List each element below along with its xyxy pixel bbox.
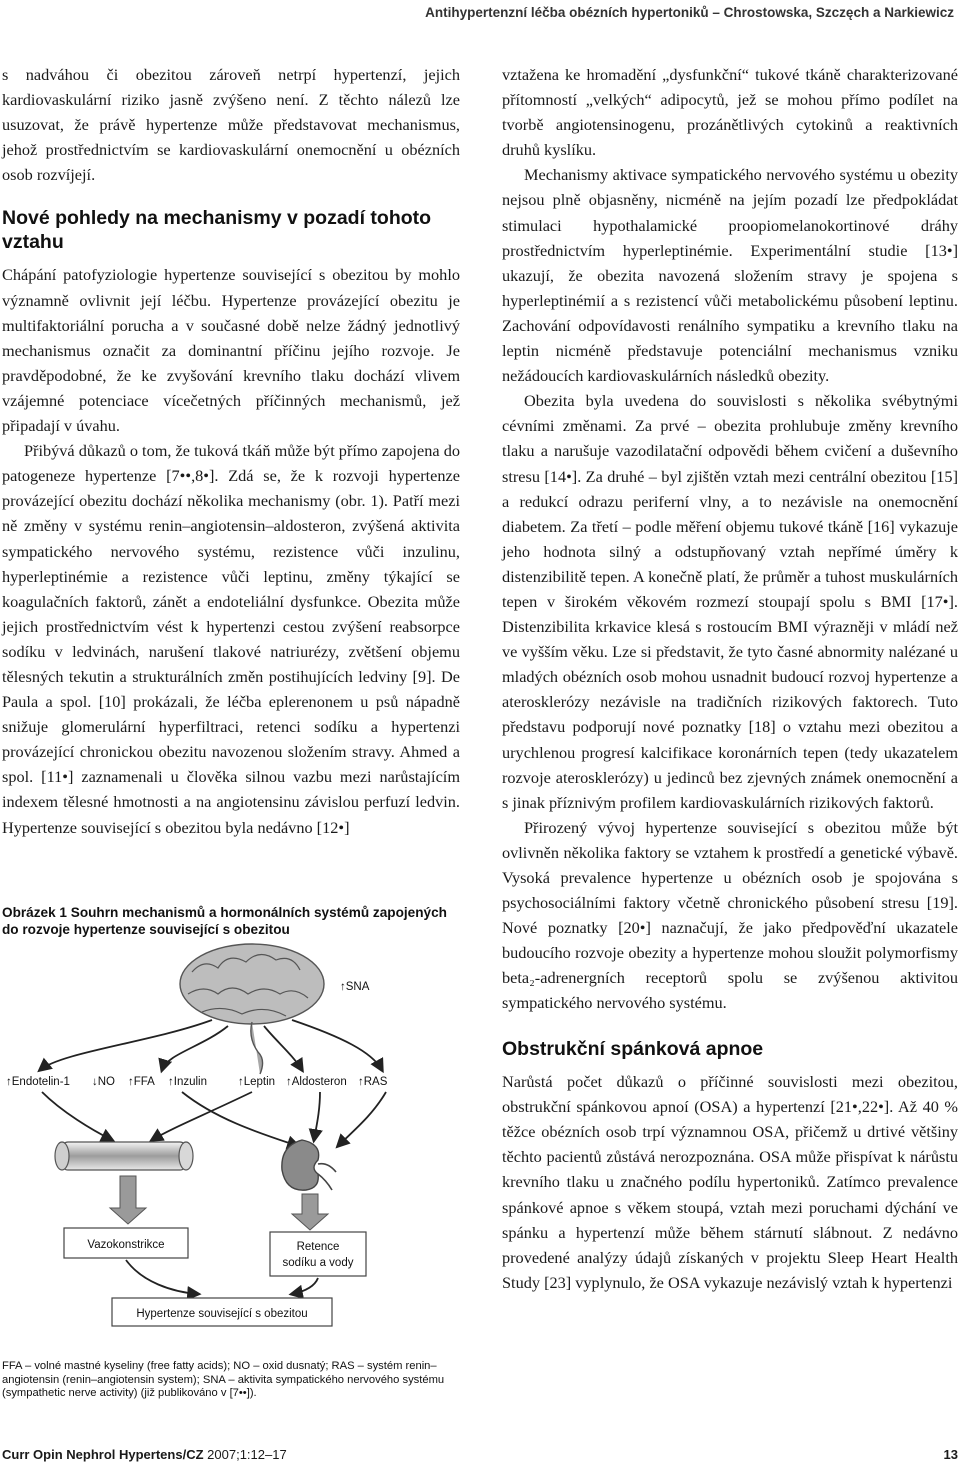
paragraph: Mechanismy aktivace sympatického nervového systému u obezity nejsou plně objasněny, nicméně na jejím pozadí lze předpokládat stimulaci hypothalamické proopiomelanokortinové dráhy prostřednictvím hyperleptinémie. Experimentální studie [13•] ukazují, že obezita navozená složením stravy je spojena s hyperleptinémií a s rezistencí vůči metabolickému působení leptinu. Zachování odpovídavosti renálního sympatiku a krevního tlaku na leptin nicméně představuje potenciální mechanismus vzniku nežádoucích kardiovaskulárních následků obezity. (502, 165, 958, 386)
paragraph: Narůstá počet důkazů o příčinné souvislosti mezi obezitou, obstrukční spánkovou apnoí (OSA) a hypertenzí [21•,22•]. Až 40 % těžce obézních osob trpí významnou OSA, přičemž u drtivé většiny těchto pacientů zůstává nerozpoznána. OSA může přispívat k nárůstu krevního tlaku u značného podílu hypertoniků. Zatímco prevalence spánkové apnoe s věkem stoupá, vztah mezi poruchami dýchání ve spánku a hypertenzí může během stárnutí slábnout. Z nedávno provedené analýzy údajů získaných v projektu Sleep Heart Health Study [23] vyplynulo, že OSA vykazuje nezávislý vztah k hypertenzi (502, 1072, 958, 1292)
label-aldosteron: ↑Aldosteron (286, 1076, 347, 1088)
right-column (502, 62, 958, 1295)
label-inzulin: ↑Inzulin (168, 1076, 207, 1088)
left-column (2, 62, 460, 840)
box-vazokonstrikce: Vazokonstrikce (87, 1239, 165, 1251)
figure-caption: FFA – volné mastné kyseliny (free fatty acids); NO – oxid dusnatý; RAS – systém renin–angiotensin (renin–angiotensin system); SNA – aktivita sympatického nervového systému (sympathetic nerve activity) (již publikováno v [7••]). (2, 1360, 445, 1400)
label-endotelin: ↑Endotelin-1 (6, 1076, 70, 1088)
label-sna: ↑SNA (340, 981, 370, 993)
footer-citation (2, 1447, 287, 1462)
running-title: Antihypertenzní léčba obézních hypertoniků – Chrostowska, Szczęch a Narkiewicz (425, 4, 954, 20)
paragraph: Přibývá důkazů o tom, že tuková tkáň může být přímo zapojena do patogeneze hypertenze [7••,8•]. Zdá se, že k rozvoji hypertenze provázející obezitu dochází několika mechanismy (obr. 1). Patří mezi ně změny v systému renin–angiotensin–aldosteron, zvýšená aktivita sympatického nervového systému, rezistence vůči inzulinu, hyperleptinémie a rezistence vůči leptinu, změny týkající se koagulačních faktorů, zánět a endoteliální dysfunkce. Obezita může jejich prostřednictvím vést k hypertenzi cestou zvýšení reabsorpce sodíku v ledvinách, narušení tlakové natriurézy, zvětšení objemu tělesných tekutin a strukturálních změn postihujících ledviny [9]. De Paula a spol. [10] prokázali, že léčba eplerenonem u psů nápadně snižuje glomerulární hyperfiltraci, retenci sodíku a hypertenzi provázející chronickou obezitu navozenou složením stravy. Ahmed a spol. [11•] zaznamenali u člověka silnou vazbu mezi narůstajícím indexem tělesné hmotnosti a na angiotensinu závislou perfuzí ledvin. Hypertenze související s obezitou byla nedávno [12•] (2, 441, 460, 837)
blood-vessel-icon (55, 1142, 193, 1170)
box-retence-line1: Retence (296, 1241, 340, 1253)
figure-title: Obrázek 1 Souhrn mechanismů a hormonálních systémů zapojených do rozvoje hypertenze související s obezitou (2, 905, 447, 937)
brain-icon (180, 944, 324, 1074)
running-header (0, 0, 960, 24)
box-retence-line2: sodíku a vody (282, 1257, 354, 1269)
intro-paragraph: s nadváhou či obezitou zároveň netrpí hypertenzí, jejich kardiovaskulární riziko jasně zvýšeno není. Z těchto nálezů lze usuzovat, že právě hypertenze může představovat mechanismus, jehož prostřednictvím se kardiovaskulární onemocnění u obézních osob rozvíjejí. (2, 65, 460, 185)
paragraph: Chápání patofyziologie hypertenze související s obezitou by mohlo významně ovlivnit její léčbu. Hypertenze provázející obezitu je multifaktoriální porucha a v současné době nelze žádný jednotlivý mechanismus označit za dominantní příčinu jejího rozvoje. Je pravděpodobné, že ke zvyšování krevního tlaku dochází vlivem vzájemné potenciace vícečetných příčinných mechanismů, jež připadají v úvahu. (2, 265, 460, 436)
kidney-icon (282, 1140, 336, 1190)
label-ffa: ↑FFA (128, 1076, 155, 1088)
journal-name: Curr Opin Nephrol Hypertens/CZ (2, 1447, 204, 1462)
label-leptin: ↑Leptin (238, 1076, 276, 1088)
page-number: 13 (943, 1447, 958, 1462)
mechanism-diagram (2, 942, 460, 1362)
paragraph: vztažena ke hromadění „dysfunkční“ tukové tkáně charakterizované přítomností „velkých“ adipocytů, jež se mohou přímo podílet na tvorbě angiotensinogenu, prozánětlivých cytokinů a reaktivních druhů kyslíku. (502, 65, 958, 160)
box-hypertenze: Hypertenze související s obezitou (136, 1308, 308, 1320)
paragraph: Přirozený vývoj hypertenze související s obezitou může být ovlivněn několika faktory se vztahem k prostředí a genetické výbavě. Vysoká prevalence hypertenze u obézních osob je spojována s psychosociálními faktory včetně chronického působení stresu [19]. Nové poznatky [20•] naznačují, že jako předpověďní ukazatele budoucího rozvoje obezity a hypertenze mohou sloužit polymorfismy beta₂-adrenergních receptorů spolu se zvýšenou aktivitou sympatického nervového systému. (502, 817, 958, 1013)
issue-citation: 2007;1:12–17 (207, 1447, 287, 1462)
label-ras: ↑RAS (358, 1076, 388, 1088)
figure-1 (2, 904, 460, 1400)
page-footer (2, 1447, 958, 1465)
section-heading-mechanisms: Nové pohledy na mechanismy v pozadí tohoto vztahu (2, 207, 432, 253)
label-no: ↓NO (92, 1076, 115, 1088)
section-heading-osa: Obstrukční spánková apnoe (502, 1037, 764, 1060)
paragraph: Obezita byla uvedena do souvislosti s několika svébytnými cévními změnami. Za prvé – obezita prohlubuje změny krevního tlaku a narušuje vazodilatační odpovědi během cvičení a duševního stresu [14•]. Za druhé – byl zjištěn vztah mezi centrální obezitou [15] a redukcí odrazu periferní vlny, a to nezávisle na onemocnění diabetem. Za třetí – podle měření objemu tukové tkáně [16] vykazuje jeho hodnota silný a odstupňovaný vztah nepřímé úměry k distenzibilitě tepen. A konečně platí, že průměr a tuhost muskulárních tepen v širokém věkovém rozmezí stoupají spolu s BMI [17•]. Distenzibilita krkavice klesá s rostoucím BMI výrazněji v mládí než ve vyšším věku. Lze si představit, že tyto časné abnormity nalézané u mladých obézních osob mohou usnadnit budoucí rozvoj hypertenze a aterosklerózy nezávisle na tradičních rizikových faktorech. Tuto představu podporují nové poznatky [18] o vztahu mezi obezitou a urychlenou progresí kalcifikace koronárních tepen (tedy ukazatelem rozvoje aterosklerózy) u jedinců bez zjevných známek onemocnění a s jinak příznivým profilem kardiovaskulárních rizikových faktorů. (502, 391, 958, 812)
